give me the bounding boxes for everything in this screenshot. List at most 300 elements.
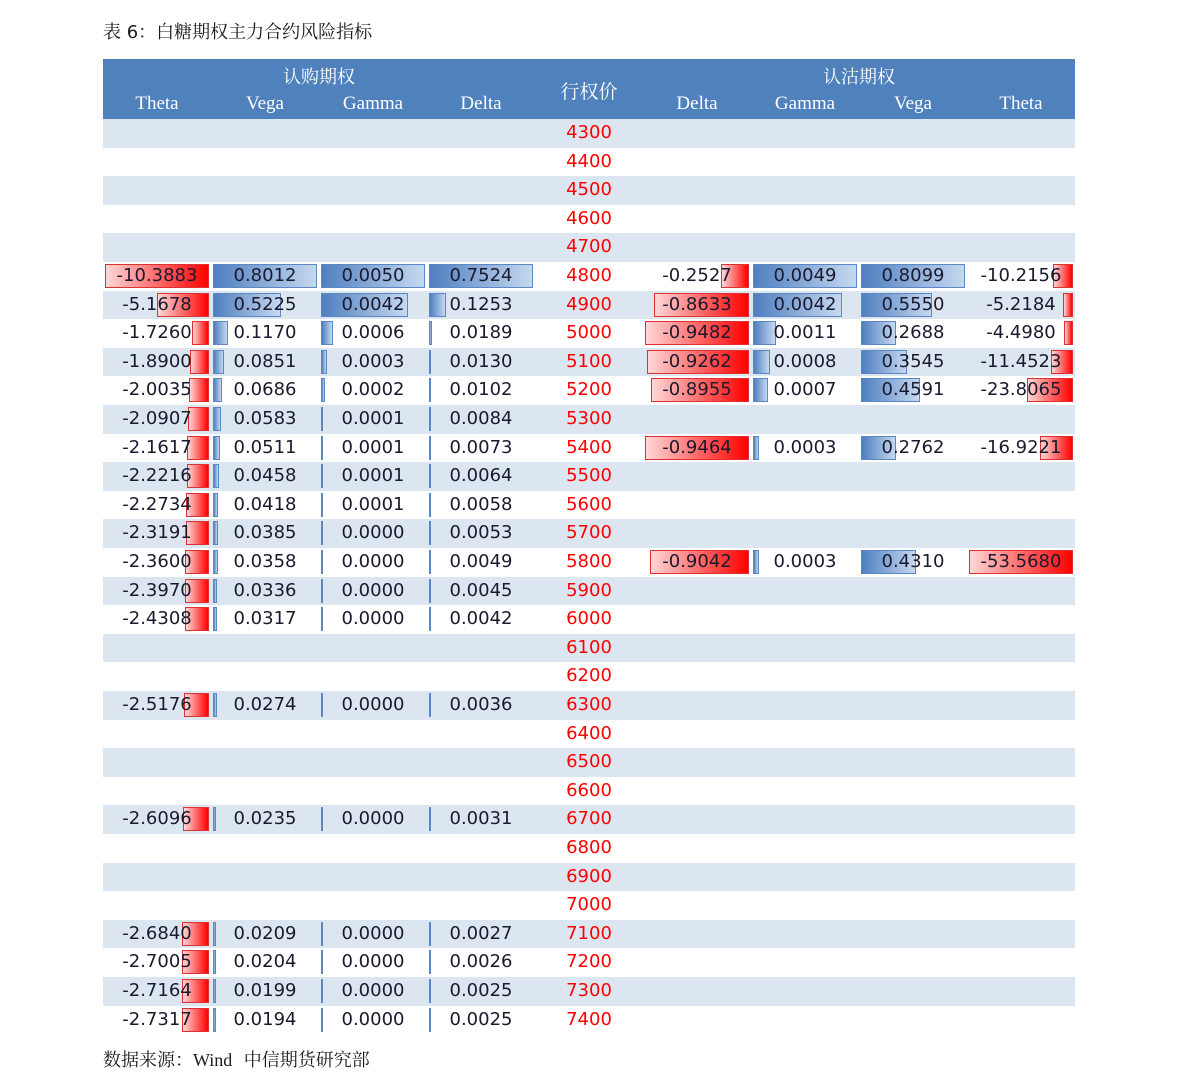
call-theta-cell	[103, 262, 211, 291]
call-gamma-value: 0.0000	[341, 808, 405, 830]
table-row	[103, 577, 1075, 606]
strike-cell	[535, 948, 643, 977]
put-gamma-cell	[751, 548, 859, 577]
table-row	[103, 548, 1075, 577]
call-theta-value: -2.0907	[122, 408, 192, 429]
call-delta-cell	[427, 805, 535, 834]
call-gamma-value: 0.0050	[341, 265, 405, 286]
strike-value: 6400	[566, 722, 612, 744]
strike-value: 4500	[566, 179, 612, 201]
call-vega-value: 0.0336	[233, 579, 297, 601]
strike-cell	[535, 605, 643, 634]
call-vega-cell	[211, 405, 319, 434]
strike-cell	[535, 405, 643, 434]
put-delta-value: -0.8633	[662, 293, 732, 315]
call-delta-value: 0.0189	[449, 322, 513, 344]
call-delta-cell	[427, 948, 535, 977]
put-vega-cell	[859, 319, 967, 348]
strike-value: 6800	[566, 837, 612, 858]
source-wind: Wind	[193, 1050, 233, 1070]
put-delta-value: -0.2527	[662, 265, 732, 286]
table-row	[103, 348, 1075, 377]
table-row	[103, 148, 1075, 177]
call-delta-cell	[427, 434, 535, 463]
strike-value: 5100	[566, 350, 612, 372]
call-vega-cell	[211, 948, 319, 977]
call-theta-value: -2.3600	[122, 551, 192, 572]
strike-cell	[535, 920, 643, 949]
table-row	[103, 205, 1075, 234]
call-theta-value: -1.8900	[122, 350, 192, 372]
put-gamma-cell	[751, 319, 859, 348]
call-vega-cell	[211, 519, 319, 548]
call-vega-value: 0.1170	[233, 322, 297, 344]
strike-cell	[535, 748, 643, 777]
call-vega-cell	[211, 491, 319, 520]
put-theta-value: -10.2156	[980, 265, 1062, 286]
put-delta-value: -0.9464	[662, 436, 732, 458]
call-delta-cell	[427, 291, 535, 320]
table-row	[103, 748, 1075, 777]
strike-value: 6200	[566, 665, 612, 687]
call-gamma-cell	[319, 319, 427, 348]
put-col-delta: Delta	[676, 93, 718, 114]
table-row	[103, 605, 1075, 634]
call-gamma-value: 0.0000	[341, 551, 405, 572]
put-gamma-cell	[751, 262, 859, 291]
strike-cell	[535, 233, 643, 262]
call-theta-cell	[103, 376, 211, 405]
call-gamma-value: 0.0000	[341, 694, 405, 715]
put-delta-value: -0.9262	[662, 350, 732, 372]
put-theta-cell	[967, 348, 1075, 377]
call-col-gamma: Gamma	[342, 93, 404, 114]
strike-cell	[535, 119, 643, 148]
put-col-gamma: Gamma	[774, 93, 836, 114]
call-vega-value: 0.0358	[233, 551, 297, 572]
call-gamma-value: 0.0000	[341, 579, 405, 601]
table-row	[103, 376, 1075, 405]
call-theta-value: -10.3883	[116, 265, 198, 286]
table-row	[103, 462, 1075, 491]
call-theta-value: -2.0035	[122, 379, 192, 401]
table-row	[103, 834, 1075, 863]
call-gamma-value: 0.0000	[341, 922, 405, 944]
strike-value: 5400	[566, 436, 612, 458]
table-row	[103, 491, 1075, 520]
call-delta-cell	[427, 405, 535, 434]
put-vega-value: 0.8099	[881, 265, 945, 286]
call-delta-value: 0.0027	[449, 922, 513, 944]
call-theta-cell	[103, 348, 211, 377]
strike-cell	[535, 148, 643, 177]
call-theta-cell	[103, 805, 211, 834]
table-row	[103, 662, 1075, 691]
strike-value: 5600	[566, 493, 612, 515]
call-vega-value: 0.5225	[233, 293, 297, 315]
call-gamma-cell	[319, 805, 427, 834]
table-row	[103, 720, 1075, 749]
table-row	[103, 920, 1075, 949]
strike-value: 6500	[566, 751, 612, 773]
call-gamma-cell	[319, 262, 427, 291]
call-gamma-cell	[319, 348, 427, 377]
strike-value: 5000	[566, 322, 612, 344]
call-gamma-cell	[319, 605, 427, 634]
call-delta-cell	[427, 1006, 535, 1035]
put-vega-cell	[859, 348, 967, 377]
strike-value: 7000	[566, 894, 612, 916]
strike-value: 6100	[566, 636, 612, 658]
call-gamma-value: 0.0006	[341, 322, 405, 344]
call-delta-value: 0.1253	[449, 293, 513, 315]
call-vega-cell	[211, 319, 319, 348]
source-org: 中信期货研究部	[243, 1050, 370, 1071]
strike-value: 7400	[566, 1008, 612, 1030]
call-gamma-cell	[319, 519, 427, 548]
put-theta-cell	[967, 376, 1075, 405]
call-theta-value: -2.6096	[122, 808, 192, 830]
strike-value: 5800	[566, 551, 612, 572]
call-gamma-value: 0.0000	[341, 608, 405, 630]
call-delta-value: 0.0102	[449, 379, 513, 401]
strike-cell	[535, 834, 643, 863]
call-theta-cell	[103, 605, 211, 634]
strike-cell	[535, 634, 643, 663]
strike-cell	[535, 462, 643, 491]
strike-value: 4900	[566, 293, 612, 315]
call-gamma-cell	[319, 691, 427, 720]
put-gamma-cell	[751, 434, 859, 463]
call-theta-value: -2.4308	[122, 608, 192, 630]
put-gamma-value: 0.0003	[773, 551, 837, 572]
call-theta-cell	[103, 920, 211, 949]
strike-cell	[535, 805, 643, 834]
put-theta-cell	[967, 319, 1075, 348]
put-col-theta: Theta	[999, 93, 1043, 114]
table-row	[103, 977, 1075, 1006]
call-theta-cell	[103, 519, 211, 548]
put-vega-cell	[859, 262, 967, 291]
call-gamma-cell	[319, 376, 427, 405]
table-row	[103, 434, 1075, 463]
table-caption: 表 6：白糖期权主力合约风险指标	[103, 22, 373, 43]
call-theta-value: -2.1617	[122, 436, 192, 458]
put-vega-cell	[859, 548, 967, 577]
table-row	[103, 262, 1075, 291]
call-delta-value: 0.0058	[449, 493, 513, 515]
call-vega-cell	[211, 1006, 319, 1035]
call-delta-cell	[427, 548, 535, 577]
put-delta-cell	[643, 319, 751, 348]
call-vega-value: 0.0199	[233, 980, 297, 1001]
call-gamma-cell	[319, 1006, 427, 1035]
call-theta-value: -2.3191	[122, 522, 192, 544]
call-gamma-cell	[319, 405, 427, 434]
strike-value: 4600	[566, 207, 612, 229]
call-delta-value: 0.0042	[449, 608, 513, 630]
table-row	[103, 691, 1075, 720]
call-gamma-value: 0.0001	[341, 493, 405, 515]
call-theta-value: -1.7260	[122, 322, 192, 344]
call-gamma-cell	[319, 491, 427, 520]
put-vega-cell	[859, 434, 967, 463]
call-vega-cell	[211, 577, 319, 606]
strike-value: 4400	[566, 150, 612, 172]
call-theta-cell	[103, 291, 211, 320]
call-theta-value: -5.1678	[122, 293, 192, 315]
call-group-header: 认购期权	[283, 67, 355, 88]
call-vega-value: 0.0317	[233, 608, 297, 630]
call-theta-value: -2.7317	[122, 1008, 192, 1030]
strike-value: 6900	[566, 865, 612, 887]
call-theta-value: -2.2216	[122, 465, 192, 487]
call-theta-cell	[103, 319, 211, 348]
call-vega-value: 0.0458	[233, 465, 297, 487]
call-delta-value: 0.0064	[449, 465, 513, 487]
put-vega-value: 0.5550	[881, 293, 945, 315]
call-delta-value: 0.0025	[449, 1008, 513, 1030]
call-vega-cell	[211, 348, 319, 377]
call-vega-value: 0.0194	[233, 1008, 297, 1030]
put-theta-cell	[967, 548, 1075, 577]
put-theta-cell	[967, 262, 1075, 291]
table-row	[103, 119, 1075, 148]
call-delta-cell	[427, 605, 535, 634]
call-gamma-cell	[319, 948, 427, 977]
put-theta-value: -23.8065	[980, 379, 1062, 401]
call-col-theta: Theta	[135, 93, 179, 114]
call-theta-cell	[103, 691, 211, 720]
source-label: 数据来源：	[103, 1050, 193, 1071]
call-vega-cell	[211, 805, 319, 834]
table-row	[103, 777, 1075, 806]
put-gamma-value: 0.0008	[773, 350, 837, 372]
call-delta-value: 0.0084	[449, 408, 513, 429]
table-row	[103, 805, 1075, 834]
put-vega-value: 0.4591	[881, 379, 945, 401]
call-delta-value: 0.7524	[449, 265, 513, 286]
put-theta-value: -5.2184	[986, 293, 1056, 315]
call-vega-cell	[211, 977, 319, 1006]
call-gamma-cell	[319, 548, 427, 577]
call-theta-value: -2.6840	[122, 922, 192, 944]
call-vega-value: 0.0583	[233, 408, 297, 429]
call-delta-cell	[427, 691, 535, 720]
put-delta-cell	[643, 376, 751, 405]
strike-cell	[535, 491, 643, 520]
strike-value: 6600	[566, 779, 612, 801]
call-vega-value: 0.0204	[233, 951, 297, 973]
put-gamma-value: 0.0042	[773, 293, 837, 315]
call-vega-cell	[211, 548, 319, 577]
call-theta-cell	[103, 977, 211, 1006]
put-delta-cell	[643, 291, 751, 320]
call-delta-cell	[427, 348, 535, 377]
call-vega-cell	[211, 462, 319, 491]
put-delta-cell	[643, 262, 751, 291]
strike-cell	[535, 519, 643, 548]
call-gamma-value: 0.0000	[341, 1008, 405, 1030]
call-vega-value: 0.0851	[233, 350, 297, 372]
call-delta-value: 0.0031	[449, 808, 513, 830]
strike-value: 5300	[566, 408, 612, 429]
call-gamma-value: 0.0000	[341, 951, 405, 973]
call-gamma-value: 0.0001	[341, 436, 405, 458]
table-row	[103, 863, 1075, 892]
call-gamma-value: 0.0001	[341, 408, 405, 429]
call-theta-value: -2.7164	[122, 980, 192, 1001]
strike-cell	[535, 319, 643, 348]
call-vega-cell	[211, 605, 319, 634]
call-gamma-cell	[319, 577, 427, 606]
strike-cell	[535, 434, 643, 463]
call-delta-value: 0.0025	[449, 980, 513, 1001]
call-delta-cell	[427, 262, 535, 291]
call-delta-value: 0.0053	[449, 522, 513, 544]
source-note	[103, 1046, 370, 1072]
put-gamma-value: 0.0049	[773, 265, 837, 286]
call-vega-cell	[211, 434, 319, 463]
call-vega-value: 0.0235	[233, 808, 297, 830]
call-theta-value: -2.2734	[122, 493, 192, 515]
call-gamma-value: 0.0042	[341, 293, 405, 315]
strike-cell	[535, 176, 643, 205]
call-vega-value: 0.0418	[233, 493, 297, 515]
call-theta-value: -2.3970	[122, 579, 192, 601]
strike-value: 6300	[566, 694, 612, 715]
strike-value: 4800	[566, 265, 612, 286]
put-delta-cell	[643, 548, 751, 577]
put-gamma-value: 0.0011	[773, 322, 837, 344]
strike-cell	[535, 262, 643, 291]
call-delta-cell	[427, 577, 535, 606]
table-row	[103, 176, 1075, 205]
call-delta-value: 0.0073	[449, 436, 513, 458]
strike-value: 7200	[566, 951, 612, 973]
put-delta-value: -0.8955	[662, 379, 732, 401]
call-col-vega: Vega	[246, 93, 284, 114]
table-header	[103, 59, 1075, 119]
call-gamma-value: 0.0000	[341, 980, 405, 1001]
put-delta-cell	[643, 434, 751, 463]
strike-cell	[535, 205, 643, 234]
call-theta-cell	[103, 577, 211, 606]
strike-cell	[535, 662, 643, 691]
call-gamma-cell	[319, 920, 427, 949]
strike-cell	[535, 977, 643, 1006]
put-gamma-cell	[751, 348, 859, 377]
call-theta-cell	[103, 1006, 211, 1035]
call-theta-cell	[103, 462, 211, 491]
call-delta-cell	[427, 519, 535, 548]
strike-cell	[535, 891, 643, 920]
call-theta-cell	[103, 434, 211, 463]
table-row	[103, 891, 1075, 920]
call-delta-cell	[427, 462, 535, 491]
call-delta-cell	[427, 376, 535, 405]
call-delta-value: 0.0130	[449, 350, 513, 372]
put-delta-value: -0.9042	[662, 551, 732, 572]
table-row	[103, 405, 1075, 434]
strike-cell	[535, 1006, 643, 1035]
call-vega-value: 0.8012	[233, 265, 297, 286]
call-gamma-value: 0.0001	[341, 465, 405, 487]
put-theta-cell	[967, 291, 1075, 320]
put-theta-value: -16.9221	[980, 436, 1062, 458]
call-theta-value: -2.7005	[122, 951, 192, 973]
call-delta-value: 0.0026	[449, 951, 513, 973]
strike-cell	[535, 348, 643, 377]
strike-value: 5900	[566, 579, 612, 601]
put-group-header: 认沽期权	[823, 67, 895, 88]
strike-cell	[535, 720, 643, 749]
strike-value: 4700	[566, 236, 612, 258]
table-row	[103, 634, 1075, 663]
call-vega-cell	[211, 691, 319, 720]
table-row	[103, 319, 1075, 348]
table-row	[103, 233, 1075, 262]
call-delta-cell	[427, 977, 535, 1006]
call-vega-value: 0.0511	[233, 436, 297, 458]
call-gamma-cell	[319, 291, 427, 320]
strike-cell	[535, 577, 643, 606]
put-theta-value: -11.4523	[980, 350, 1062, 372]
call-delta-value: 0.0045	[449, 579, 513, 601]
put-col-vega: Vega	[894, 93, 932, 114]
strike-cell	[535, 691, 643, 720]
strike-value: 7300	[566, 980, 612, 1001]
strike-value: 4300	[566, 122, 612, 143]
call-gamma-value: 0.0002	[341, 379, 405, 401]
put-vega-cell	[859, 376, 967, 405]
call-vega-cell	[211, 262, 319, 291]
strike-value: 5700	[566, 522, 612, 544]
strike-cell	[535, 291, 643, 320]
strike-value: 5500	[566, 465, 612, 487]
call-theta-cell	[103, 548, 211, 577]
strike-cell	[535, 548, 643, 577]
call-gamma-value: 0.0003	[341, 350, 405, 372]
table-row	[103, 291, 1075, 320]
put-theta-cell	[967, 434, 1075, 463]
strike-header: 行权价	[560, 81, 618, 103]
call-vega-value: 0.0385	[233, 522, 297, 544]
put-vega-value: 0.2762	[881, 436, 945, 458]
call-delta-value: 0.0049	[449, 551, 513, 572]
strike-cell	[535, 863, 643, 892]
put-gamma-value: 0.0007	[773, 379, 837, 401]
table-row	[103, 948, 1075, 977]
put-vega-cell	[859, 291, 967, 320]
call-delta-value: 0.0036	[449, 694, 513, 715]
call-vega-value: 0.0686	[233, 379, 297, 401]
put-vega-value: 0.2688	[881, 322, 945, 344]
call-delta-cell	[427, 491, 535, 520]
put-delta-value: -0.9482	[662, 322, 732, 344]
strike-value: 6000	[566, 608, 612, 630]
call-vega-value: 0.0209	[233, 922, 297, 944]
put-delta-cell	[643, 348, 751, 377]
strike-value: 5200	[566, 379, 612, 401]
put-vega-value: 0.3545	[881, 350, 945, 372]
strike-value: 6700	[566, 808, 612, 830]
call-gamma-cell	[319, 434, 427, 463]
put-theta-value: -4.4980	[986, 322, 1056, 344]
put-gamma-value: 0.0003	[773, 436, 837, 458]
call-col-delta: Delta	[460, 93, 502, 114]
call-theta-cell	[103, 491, 211, 520]
